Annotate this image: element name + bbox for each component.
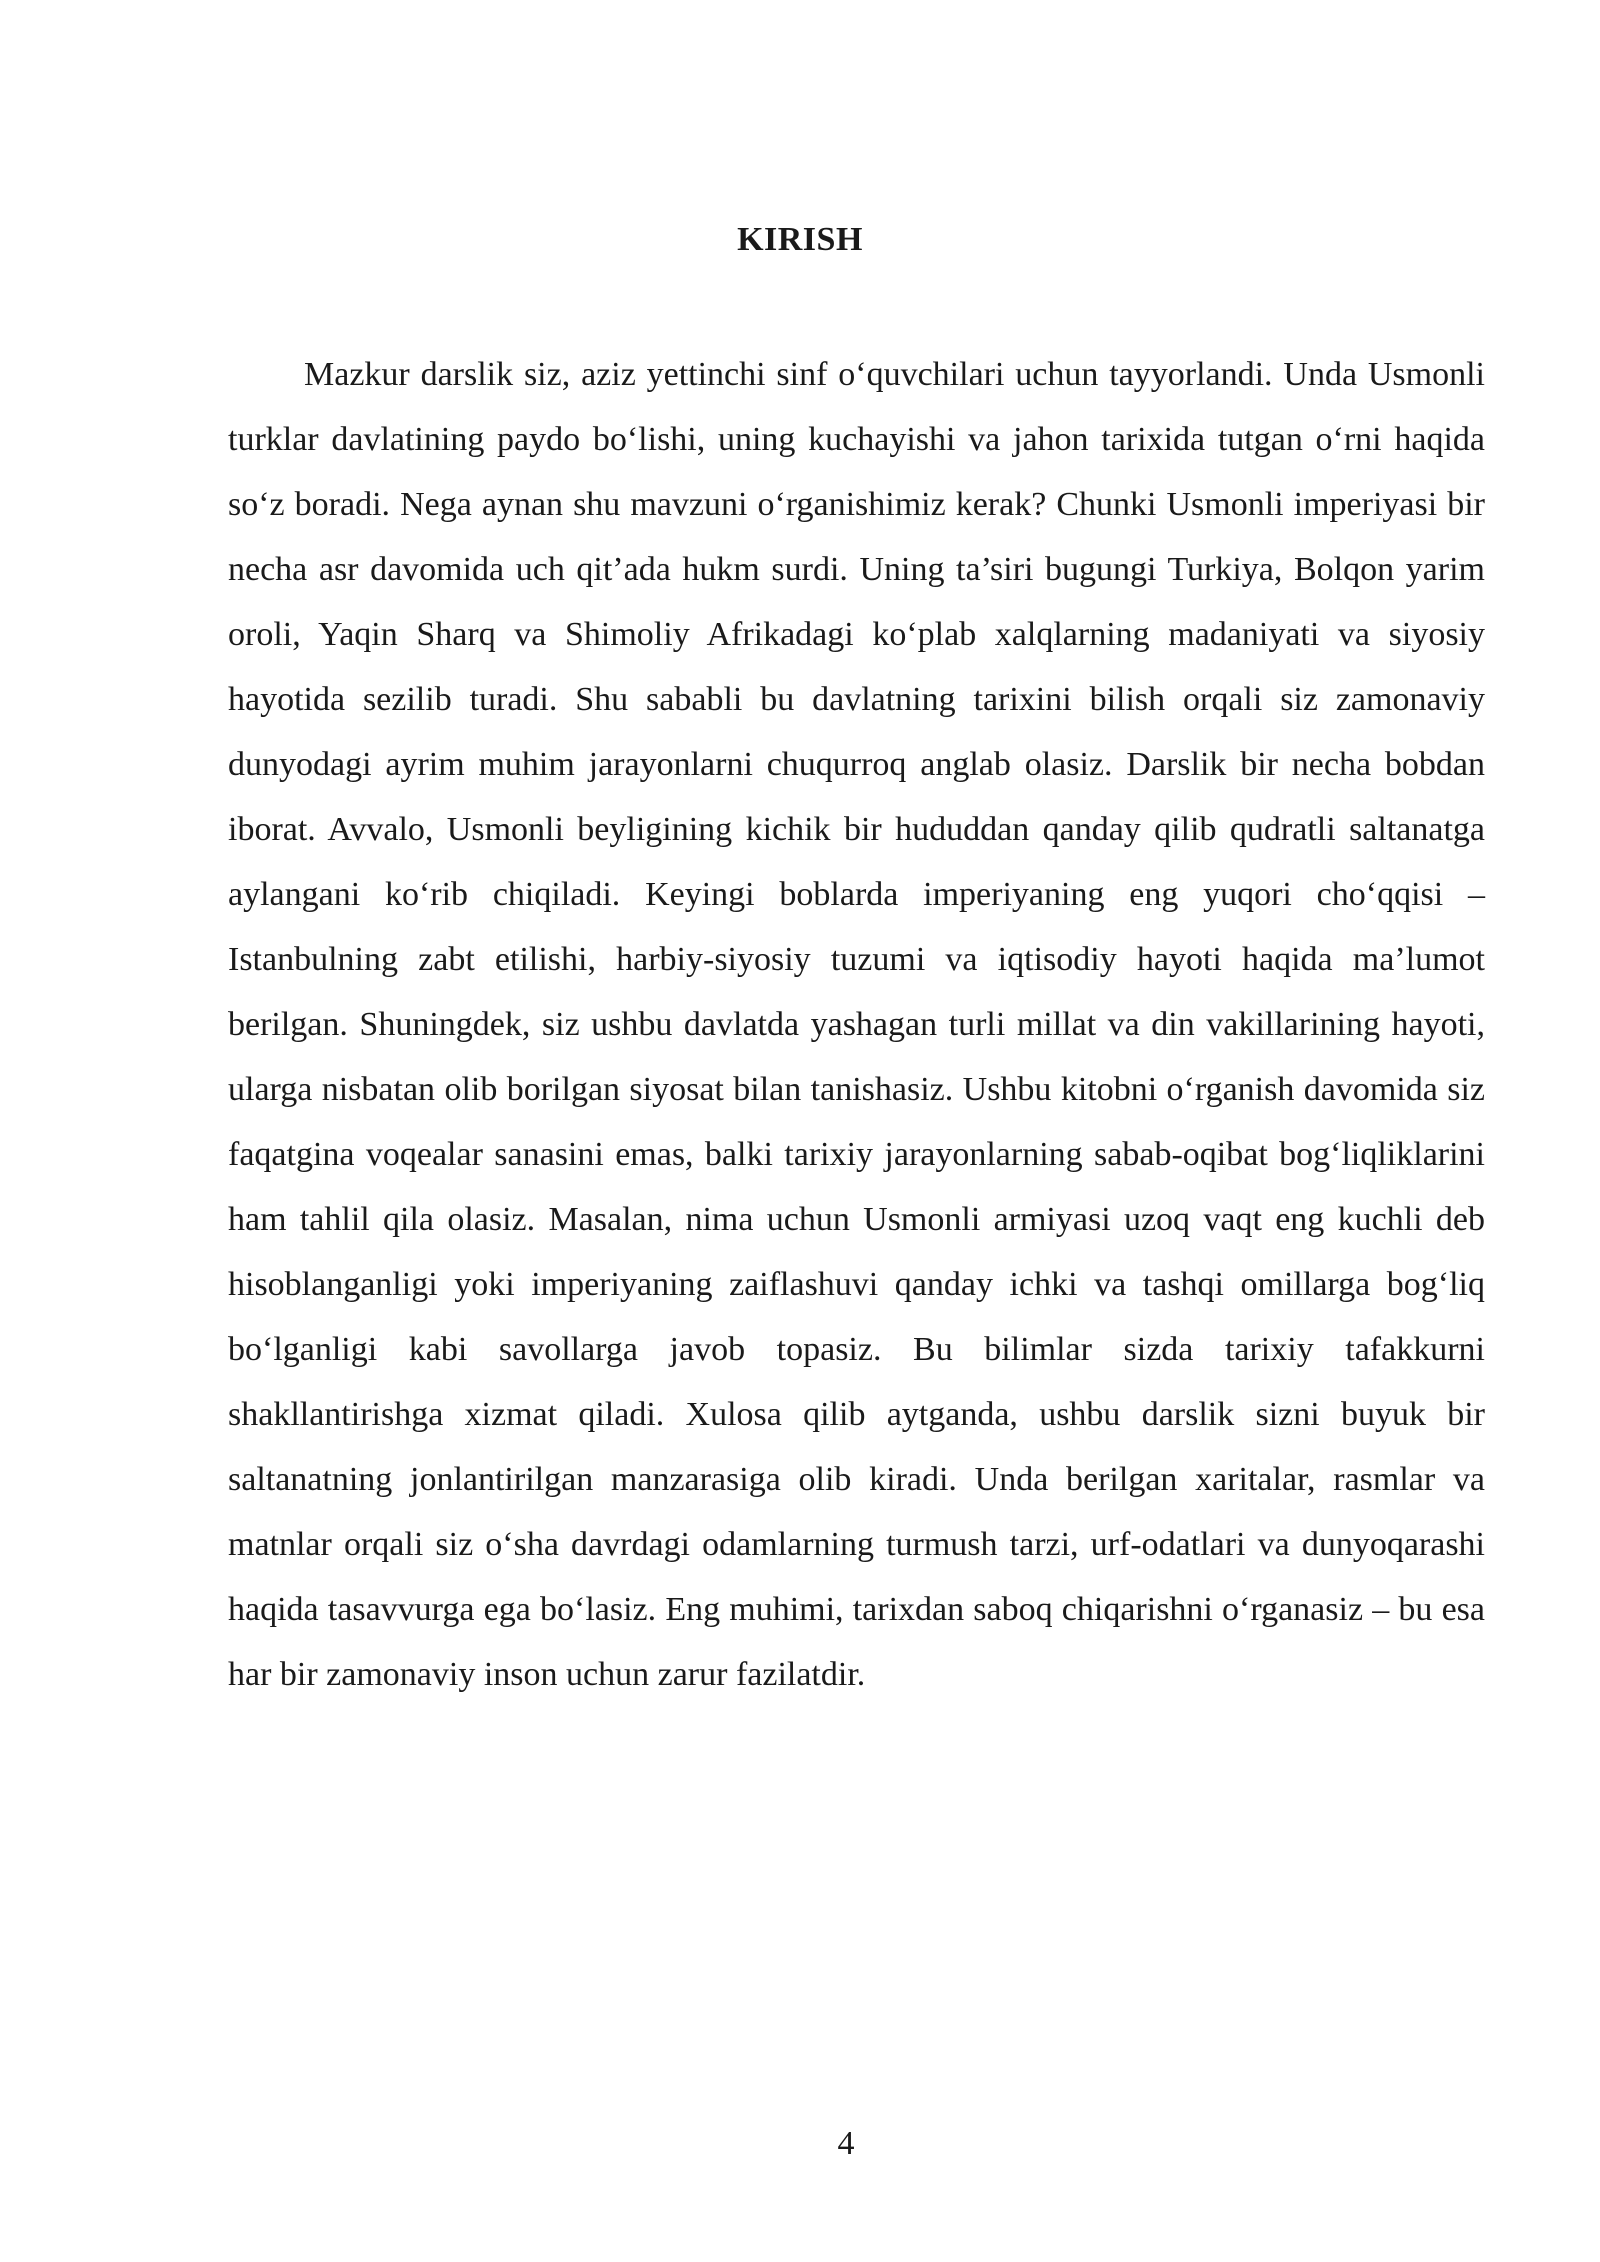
page-title: KIRISH: [737, 221, 863, 258]
body-paragraph: Mazkur darslik siz, aziz yettinchi sinf o‘quvchilari uchun tayyorlandi. Unda Usmonli turklar davlatining paydo bo‘lishi, uning kuchayishi va jahon tarixida tutgan o‘rni haqida so‘z boradi. Nega aynan shu mavzuni o‘rganishimiz kerak? Chunki Usmonli imperiyasi bir necha asr davomida uch qit’ada hukm surdi. Uning ta’siri bugungi Turkiya, Bolqon yarim oroli, Yaqin Sharq va Shimoliy Afrikadagi ko‘plab xalqlarning madaniyati va siyosiy hayotida sezilib turadi. Shu sababli bu davlatning tarixini bilish orqali siz zamonaviy dunyodagi ayrim muhim jarayonlarni chuqurroq anglab olasiz. Darslik bir necha bobdan iborat. Avvalo, Usmonli beyligining kichik bir hududdan qanday qilib qudratli saltanatga aylangani ko‘rib chiqiladi. Keyingi boblarda imperiyaning eng yuqori cho‘qqisi – Istanbulning zabt etilishi, harbiy-siyosiy tuzumi va iqtisodiy hayoti haqida ma’lumot berilgan. Shuningdek, siz ushbu davlatda yashagan turli millat va din vakillarining hayoti, ularga nisbatan olib borilgan siyosat bilan tanishasiz. Ushbu kitobni o‘rganish davomida siz faqatgina voqealar sanasini emas, balki tarixiy jarayonlarning sabab-oqibat bog‘liqliklarini ham tahlil qila olasiz. Masalan, nima uchun Usmonli armiyasi uzoq vaqt eng kuchli deb hisoblanganligi yoki imperiyaning zaiflashuvi qanday ichki va tashqi omillarga bog‘liq bo‘lganligi kabi savollarga javob topasiz. Bu bilimlar sizda tarixiy tafakkurni shakllantirishga xizmat qiladi. Xulosa qilib aytganda, ushbu darslik sizni buyuk bir saltanatning jonlantirilgan manzarasiga olib kiradi. Unda berilgan xaritalar, rasmlar va matnlar orqali siz o‘sha davrdagi odamlarning turmush tarzi, urf-odatlari va dunyoqarashi haqida tasavvurga ega bo‘lasiz. Eng muhimi, tarixdan saboq chiqarishni o‘rganasiz – bu esa har bir zamonaviy inson uchun zarur fazilatdir.: [228, 356, 1485, 1693]
page-number: 4: [837, 2125, 855, 2162]
